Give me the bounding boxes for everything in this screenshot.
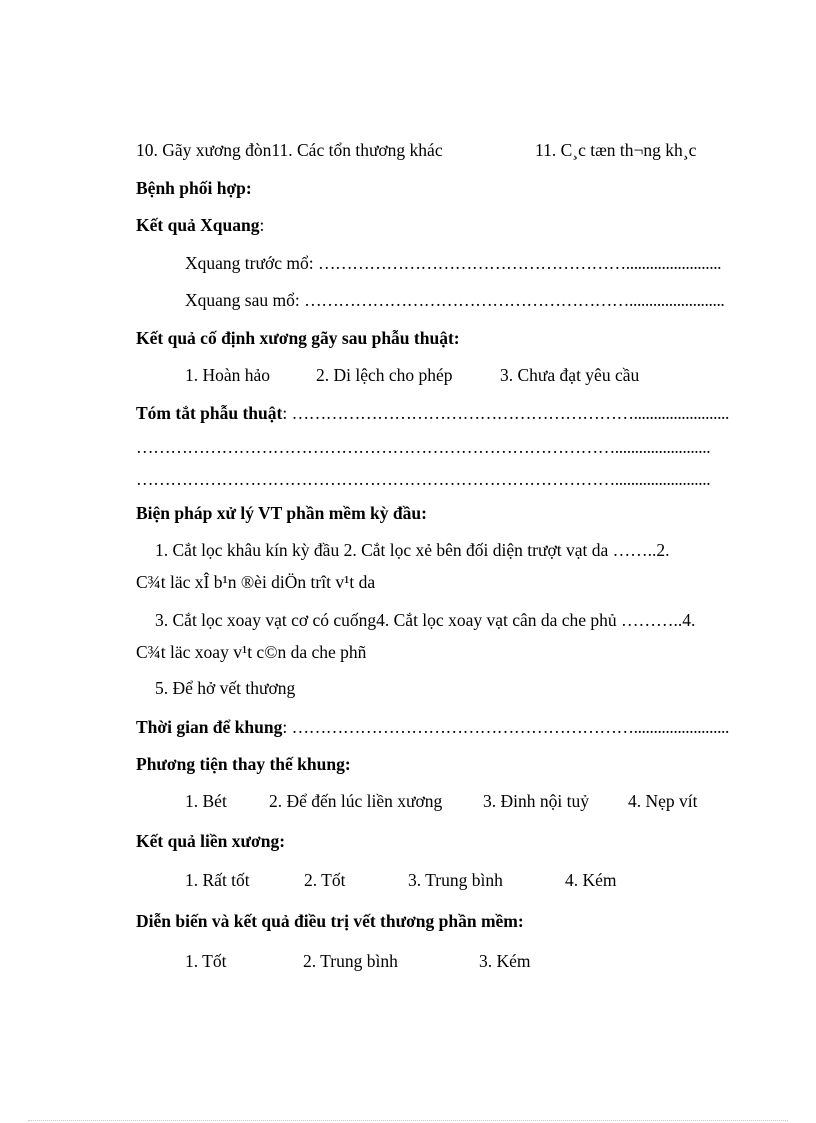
frame-replacement-option-2[interactable]: 2. Để đến lúc liền xương	[269, 791, 443, 811]
row-injury-items	[136, 139, 443, 161]
xray-after-field[interactable]: …………………………………………………........................	[304, 290, 725, 310]
surgery-summary-field-1[interactable]: ……………………………………………………........................	[291, 403, 730, 423]
frame-replacement-option-4[interactable]: 4. Nẹp vít	[628, 791, 698, 811]
surgery-summary-field-2[interactable]: …………………………………………………………………………........................	[136, 437, 711, 457]
xray-after-label: Xquang sau mổ:	[185, 290, 305, 310]
fixation-option-2[interactable]: 2. Di lệch cho phép	[316, 365, 453, 385]
bone-healing-option-3[interactable]: 3. Trung bình	[408, 870, 503, 890]
item-clavicle-fracture: 10. Gãy xương đòn	[136, 140, 272, 160]
xray-label: Kết quả Xquang	[136, 215, 260, 235]
bone-healing-option-1[interactable]: 1. Rất tốt	[185, 870, 250, 890]
wound-outcome-heading: Diễn biến và kết quả điều trị vết thương phần mềm:	[136, 911, 524, 931]
page-bottom-rule	[28, 1120, 788, 1121]
frame-time-colon: :	[282, 717, 292, 737]
item-other-injuries: 11. Các tổn thương khác	[271, 140, 443, 160]
frame-replacement-heading: Phương tiện thay thế khung:	[136, 754, 351, 774]
item-other-injuries-garbled: 11. C¸c tæn th¬ng kh¸c	[535, 140, 697, 160]
soft-tissue-line-3: 3. Cắt lọc xoay vạt cơ có cuống4. Cắt lọc xoay vạt cân da che phủ ………..4.	[155, 610, 696, 630]
fixation-option-3[interactable]: 3. Chưa đạt yêu cầu	[500, 365, 640, 385]
wound-outcome-option-2[interactable]: 2. Trung bình	[303, 951, 398, 971]
frame-replacement-option-1[interactable]: 1. Bét	[185, 791, 227, 811]
soft-tissue-line-4: C¾t läc xoay v¹t c©n da che phñ	[136, 642, 367, 662]
surgery-summary-row	[136, 402, 729, 424]
xray-colon: :	[259, 215, 265, 235]
frame-time-field[interactable]: ……………………………………………………........................	[291, 717, 730, 737]
bone-healing-heading: Kết quả liền xương:	[136, 831, 286, 851]
xray-before-label: Xquang trước mổ:	[185, 253, 318, 273]
xray-after-row	[185, 289, 724, 311]
xray-before-row	[185, 252, 721, 274]
wound-outcome-option-1[interactable]: 1. Tốt	[185, 951, 227, 971]
xray-before-field[interactable]: ………………………………………………........................	[317, 253, 722, 273]
bone-healing-option-2[interactable]: 2. Tốt	[304, 870, 346, 890]
surgery-summary-field-3[interactable]: …………………………………………………………………………........................	[136, 469, 711, 489]
fixation-option-1[interactable]: 1. Hoàn hảo	[185, 365, 271, 385]
fixation-heading: Kết quả cố định xương gãy sau phẫu thuật:	[136, 328, 460, 348]
bone-healing-option-4[interactable]: 4. Kém	[565, 870, 617, 890]
frame-time-row	[136, 716, 729, 738]
soft-tissue-line-2: C¾t läc xÎ b¹n ®èi diÖn trît v¹t da	[136, 572, 376, 592]
wound-outcome-option-3[interactable]: 3. Kém	[479, 951, 531, 971]
comorbidity-heading: Bệnh phối hợp:	[136, 178, 252, 198]
surgery-summary-colon: :	[282, 403, 292, 423]
soft-tissue-line-1: 1. Cắt lọc khâu kín kỳ đầu 2. Cắt lọc xẻ bên đối diện trượt vạt da ……..2.	[155, 540, 670, 560]
soft-tissue-heading: Biện pháp xử lý VT phần mềm kỳ đầu:	[136, 503, 427, 523]
frame-replacement-option-3[interactable]: 3. Đinh nội tuỷ	[483, 791, 589, 811]
surgery-summary-label: Tóm tắt phẫu thuật	[136, 403, 283, 423]
frame-time-label: Thời gian để khung	[136, 717, 283, 737]
xray-heading	[136, 214, 264, 236]
soft-tissue-line-5: 5. Để hở vết thương	[155, 678, 296, 698]
